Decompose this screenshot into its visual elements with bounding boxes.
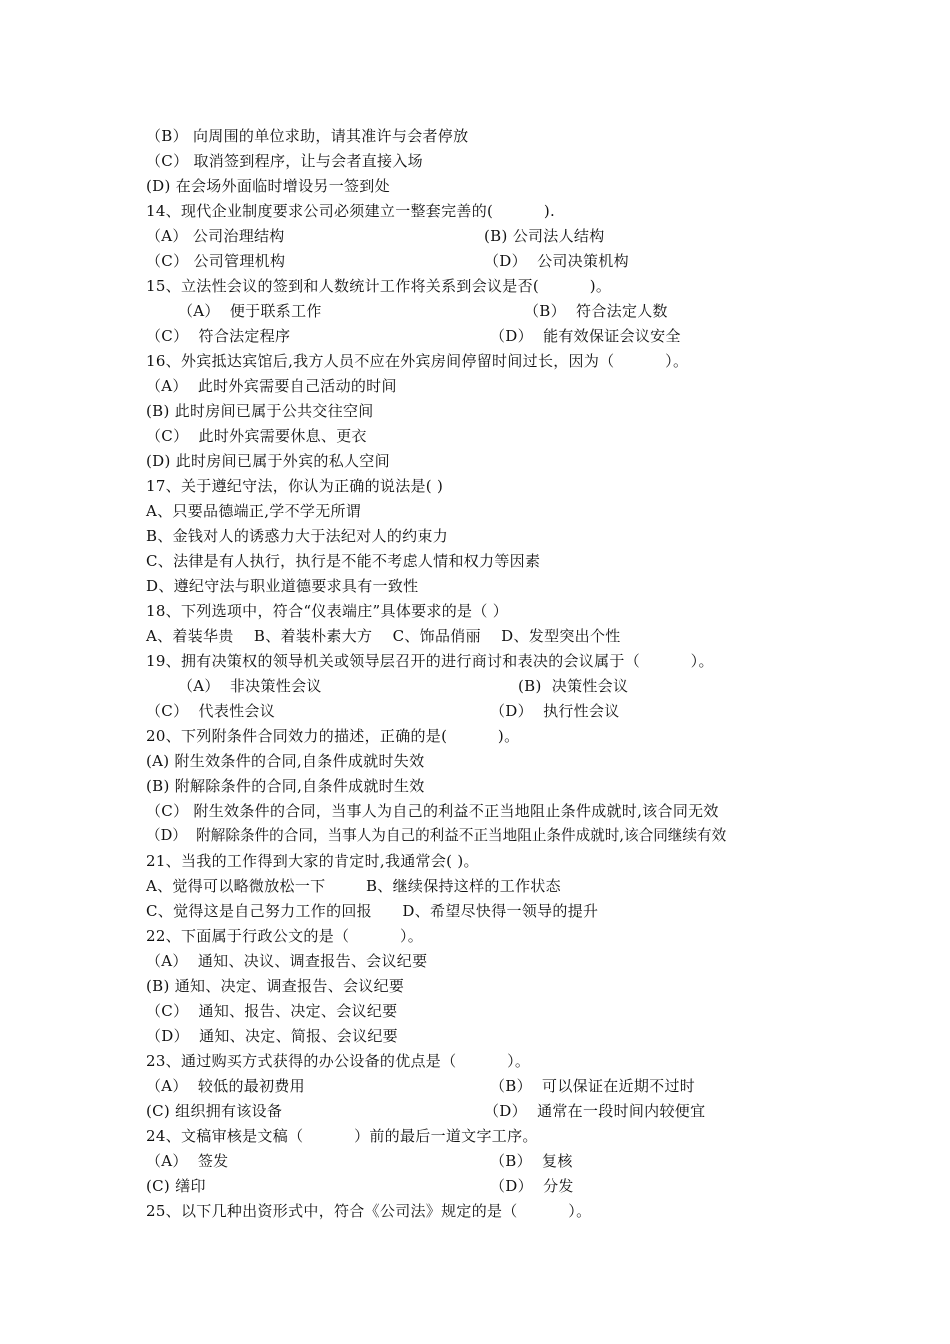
option-24a: （A） 签发 [146,1152,229,1170]
options-18: A、着装华贵 B、着装朴素大方 C、饰品俏丽 D、发型突出个性 [146,627,621,645]
option-14a: （A） 公司治理结构 [146,227,285,245]
question-24: 24、文稿审核是文稿（ ）前的最后一道文字工序。 [146,1127,538,1145]
option-15c: （C） 符合法定程序 [146,327,291,345]
option-17c: C、法律是有人执行，执行是不能不考虑人情和权力等因素 [146,552,541,570]
question-17: 17、关于遵纪守法，你认为正确的说法是( ) [146,477,444,495]
option-17a: A、只要品德端正,学不学无所谓 [146,502,362,520]
question-19: 19、拥有决策权的领导机关或领导层召开的进行商讨和表决的会议属于（ ）。 [146,652,714,670]
option-13d: (D) 在会场外面临时增设另一签到处 [146,177,390,195]
option-17b: B、金钱对人的诱惑力大于法纪对人的约束力 [146,527,449,545]
option-23b: （B） 可以保证在近期不过时 [490,1077,696,1095]
option-15a: （A） 便于联系工作 [178,302,322,320]
option-17d: D、遵纪守法与职业道德要求具有一致性 [146,577,419,595]
option-14c: （C） 公司管理机构 [146,252,286,270]
option-19b: (B) 决策性会议 [518,677,629,695]
question-20: 20、下列附条件合同效力的描述，正确的是( )。 [146,727,520,745]
option-16b: (B) 此时房间已属于公共交往空间 [146,402,374,420]
option-22d: （D） 通知、决定、简报、会议纪要 [146,1027,398,1045]
option-14b: (B) 公司法人结构 [484,227,605,245]
option-23a: （A） 较低的最初费用 [146,1077,305,1095]
question-22: 22、下面属于行政公文的是（ ）。 [146,927,424,945]
option-15d: （D） 能有效保证会议安全 [490,327,681,345]
option-14d: （D） 公司决策机构 [484,252,629,270]
option-20a: (A) 附生效条件的合同,自条件成就时失效 [146,752,425,770]
question-23: 23、通过购买方式获得的办公设备的优点是（ ）。 [146,1052,531,1070]
question-18: 18、下列选项中，符合“仪表端庄”具体要求的是（ ） [146,602,508,620]
option-19c: （C） 代表性会议 [146,702,276,720]
option-20c: （C） 附生效条件的合同，当事人为自己的利益不正当地阻止条件成就时,该合同无效 [146,802,719,820]
option-22b: (B) 通知、决定、调查报告、会议纪要 [146,977,405,995]
option-22c: （C） 通知、报告、决定、会议纪要 [146,1002,398,1020]
question-15: 15、立法性会议的签到和人数统计工作将关系到会议是否( )。 [146,277,612,295]
question-21: 21、当我的工作得到大家的肯定时,我通常会( )。 [146,852,479,870]
option-19a: （A） 非决策性会议 [178,677,322,695]
question-16: 16、外宾抵达宾馆后,我方人员不应在外宾房间停留时间过长，因为（ ）。 [146,352,689,370]
option-22a: （A） 通知、决议、调查报告、会议纪要 [146,952,428,970]
option-20b: (B) 附解除条件的合同,自条件成就时生效 [146,777,425,795]
option-16c: （C） 此时外宾需要休息、更衣 [146,427,367,445]
options-21-ab: A、觉得可以略微放松一下 B、继续保持这样的工作状态 [146,877,561,895]
options-21-cd: C、觉得这是自己努力工作的回报 D、希望尽快得一领导的提升 [146,902,599,920]
option-19d: （D） 执行性会议 [490,702,620,720]
option-15b: （B） 符合法定人数 [524,302,668,320]
option-24d: （D） 分发 [490,1177,574,1195]
option-13b: （B） 向周围的单位求助，请其准许与会者停放 [146,127,469,145]
option-23c: (C) 组织拥有该设备 [146,1102,283,1120]
option-24c: (C) 缮印 [146,1177,206,1195]
question-25: 25、以下几种出资形式中，符合《公司法》规定的是（ ）。 [146,1202,592,1220]
option-20d: （D） 附解除条件的合同，当事人为自己的利益不正当地阻止条件成就时,该合同继续有效 [146,827,727,844]
option-13c: （C） 取消签到程序，让与会者直接入场 [146,152,423,170]
option-23d: （D） 通常在一段时间内较便宜 [484,1102,706,1120]
option-16d: (D) 此时房间已属于外宾的私人空间 [146,452,390,470]
option-24b: （B） 复核 [490,1152,573,1170]
option-16a: （A） 此时外宾需要自己活动的时间 [146,377,397,395]
question-14: 14、现代企业制度要求公司必须建立一整套完善的( ). [146,202,556,220]
